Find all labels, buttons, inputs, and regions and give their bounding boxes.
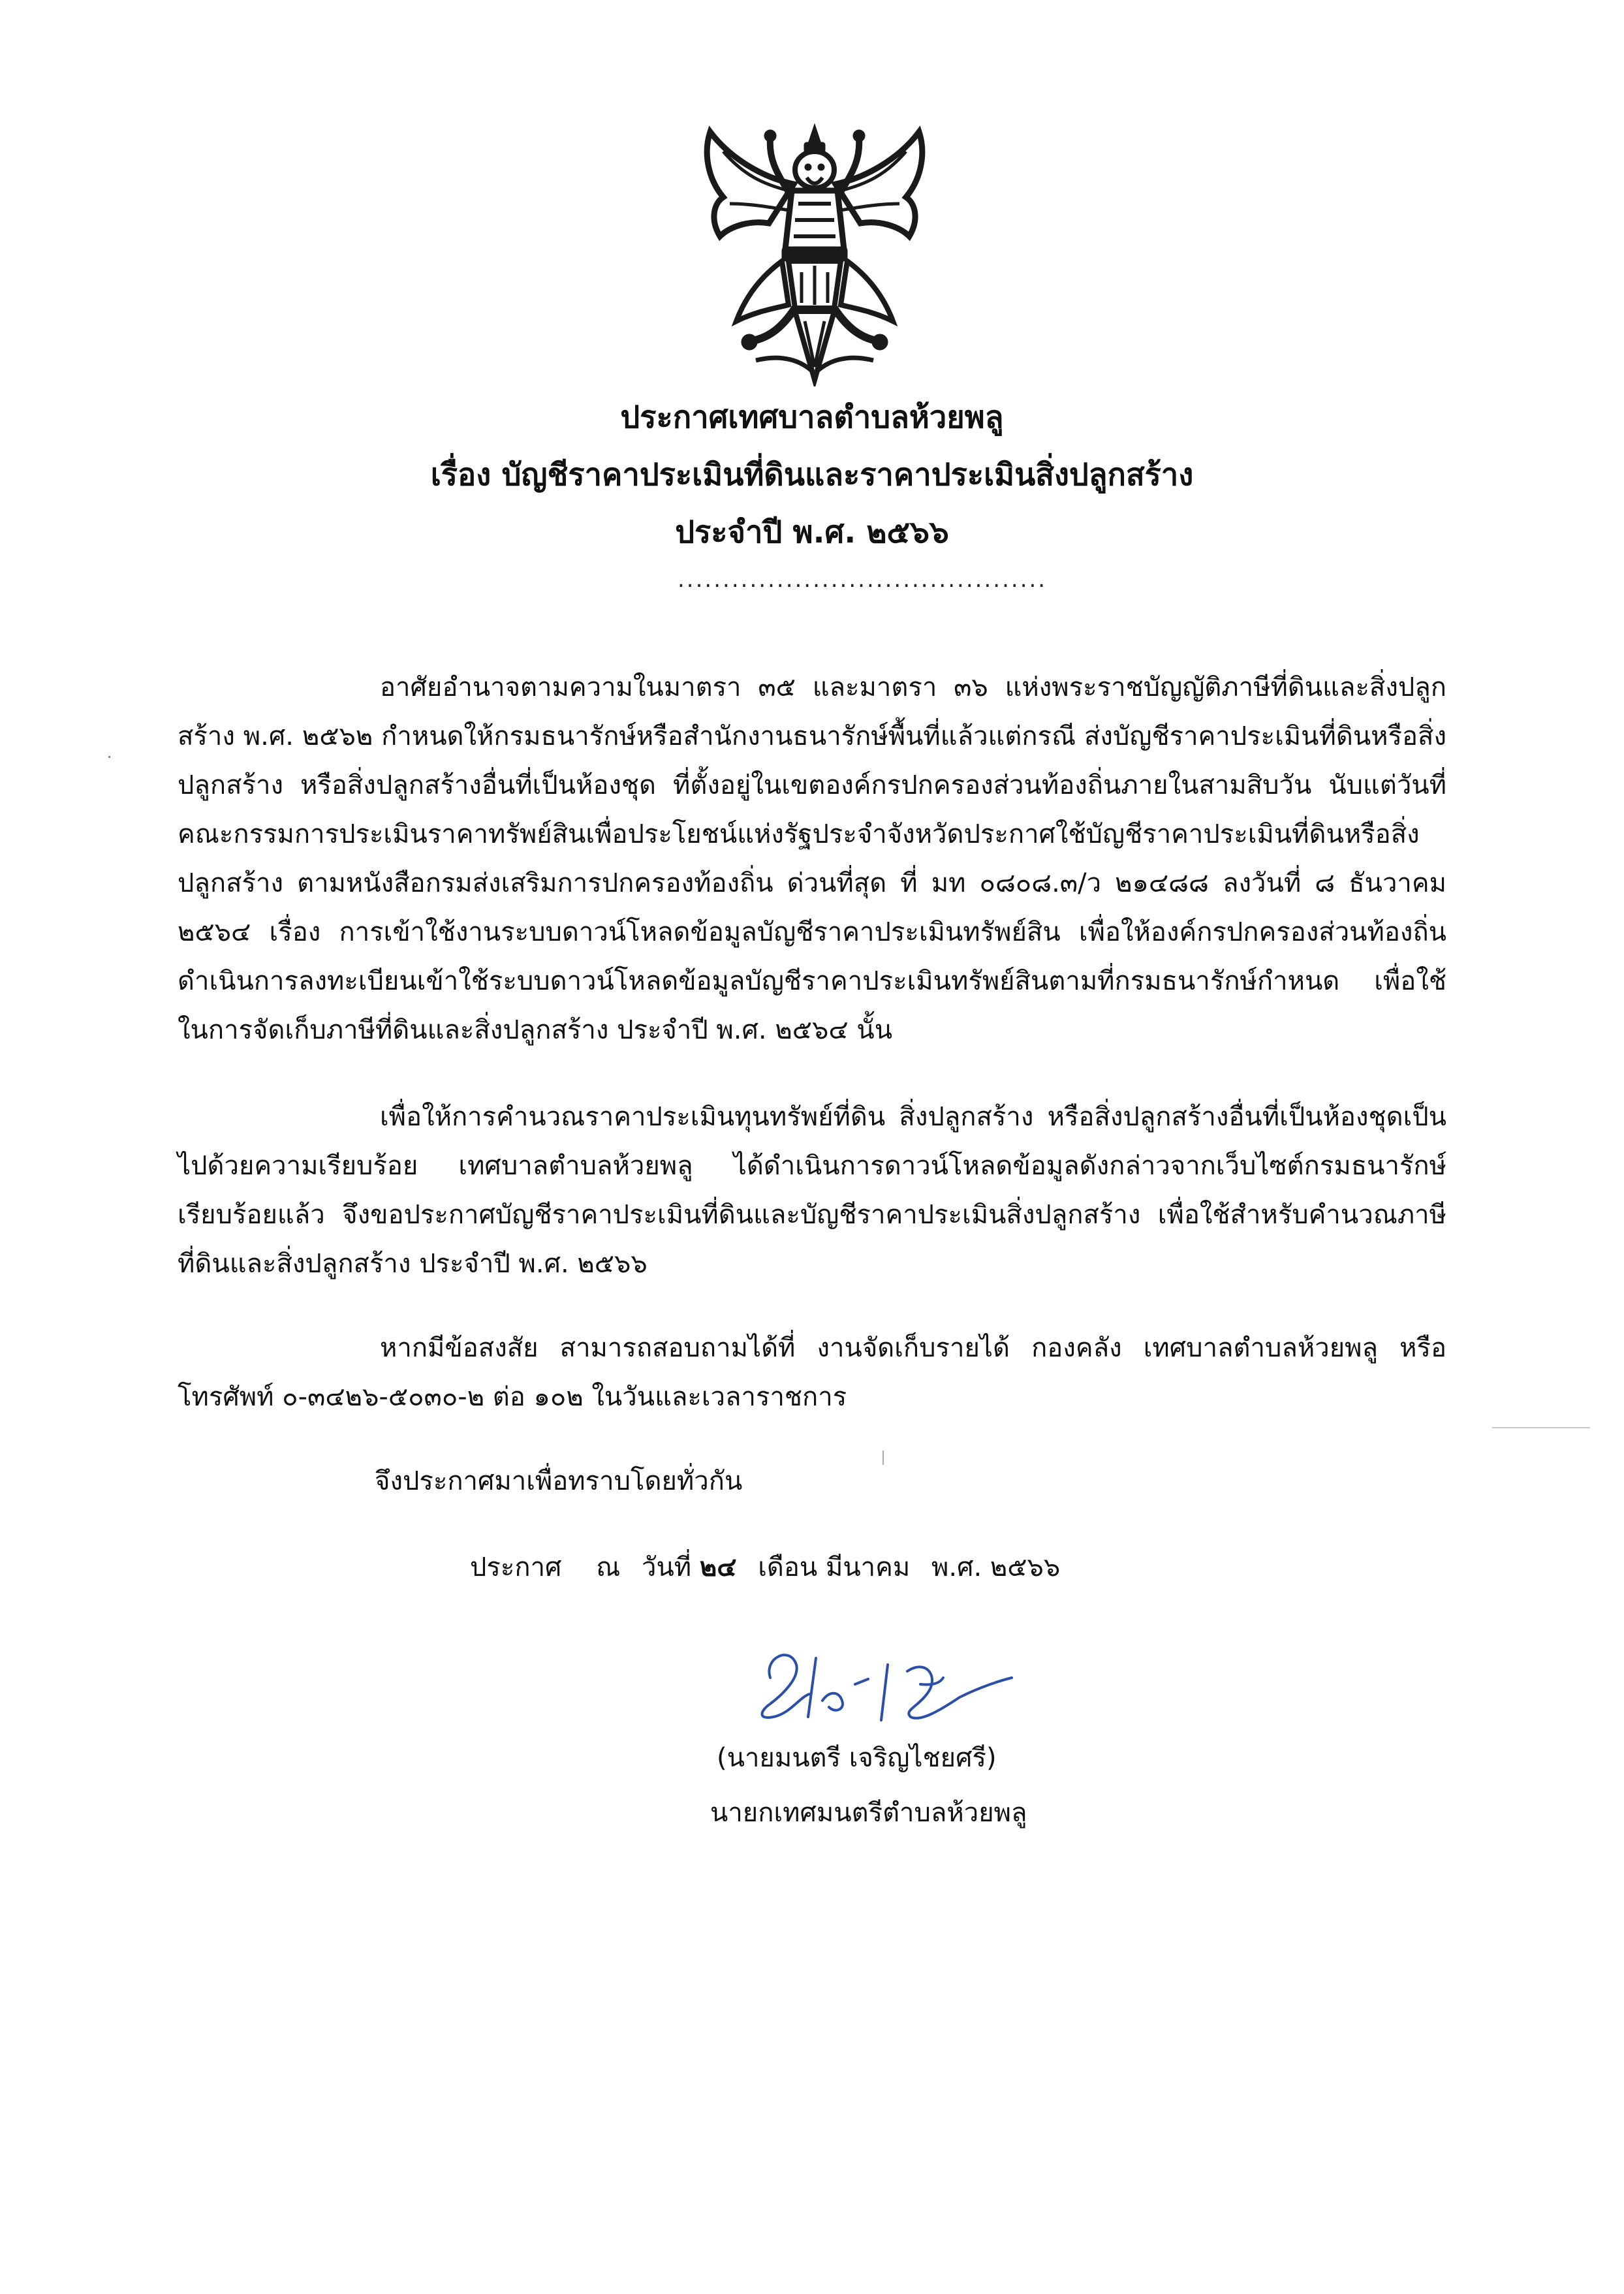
announcement-fiscal-year: ประจำปี พ.ศ. ๒๕๖๖ (675, 514, 949, 550)
announce-at: ณ (596, 1552, 621, 1582)
month-value: มีนาคม (825, 1552, 911, 1582)
paragraph-text: หากมีข้อสงสัย สามารถสอบถามได้ที่ งานจัดเก็บรายได้ กองคลัง เทศบาลตำบลห้วยพลู หรือ โทรศัพท์ ๐-๓๔๒๖-๕๐๓๐-๒ ต่อ ๑๐๒ ในวันและเวลาราชการ (178, 1333, 1446, 1412)
heading-divider: ......................................... (678, 567, 1048, 593)
paragraph-text: อาศัยอำนาจตามความในมาตรา ๓๕ และมาตรา ๓๖ แห่งพระราชบัญญัติภาษีที่ดินและสิ่งปลูกสร้าง พ.ศ. ๒๕๖๒ กำหนดให้กรมธนารักษ์หรือสำนักงานธนารักษ์พื้นที่แล้วแต่กรณี ส่งบัญชีราคาประเมินที่ดินหรือสิ่งปลูกสร้าง หรือสิ่งปลูกสร้างอื่นที่เป็นห้องชุด ที่ตั้งอยู่ในเขตองค์กรปกครองส่วนท้องถิ่นภายในสามสิบวัน นับแต่วันที่คณะกรรมการประเมินราคาทรัพย์สินเพื่อประโยชน์แห่งรัฐประจำจังหวัดประกาศใช้บัญชีราคาประเมินที่ดินหรือสิ่งปลูกสร้าง ตามหนังสือกรมส่งเสริมการปกครองท้องถิ่น ด่วนที่สุด ที่ มท ๐๘๐๘.๓/ว ๒๑๔๘๘ ลงวันที่ ๘ ธันวาคม ๒๕๖๔ เรื่อง การเข้าใช้งานระบบดาวน์โหลดข้อมูลบัญชีราคาประเมินทรัพย์สิน เพื่อให้องค์กรปกครองส่วนท้องถิ่นดำเนินการลงทะเบียนเข้าใช้ระบบดาวน์โหลดข้อมูลบัญชีราคาประเมินทรัพย์สินตามที่กรมธนารักษ์กำหนด เพื่อใช้ในการจัดเก็บภาษีที่ดินและสิ่งปลูกสร้าง ประจำปี พ.ศ. ๒๕๖๔ นั้น (178, 672, 1446, 1045)
handwritten-signature-icon (744, 1632, 1031, 1743)
day-label: วันที่ (641, 1552, 692, 1582)
announce-prefix: ประกาศ (470, 1552, 562, 1582)
scan-speck (108, 756, 110, 758)
signatory-name: (นายมนตรี เจริญไชยศรี) (717, 1743, 997, 1773)
day-value: ๒๔ (699, 1552, 737, 1582)
body-paragraph-1 (178, 663, 1446, 1055)
body-paragraph-2 (178, 1093, 1446, 1289)
paragraph-text: เพื่อให้การคำนวณราคาประเมินทุนทรัพย์ที่ดิน สิ่งปลูกสร้าง หรือสิ่งปลูกสร้างอื่นที่เป็นห้องชุดเป็นไปด้วยความเรียบร้อย เทศบาลตำบลห้วยพลู ได้ดำเนินการดาวน์โหลดข้อมูลดังกล่าวจากเว็บไซต์กรมธนารักษ์เรียบร้อยแล้ว จึงขอประกาศบัญชีราคาประเมินที่ดินและบัญชีราคาประเมินสิ่งปลูกสร้าง เพื่อใช้สำหรับคำนวณภาษีที่ดินและสิ่งปลูกสร้าง ประจำปี พ.ศ. ๒๕๖๖ (178, 1102, 1446, 1279)
scan-line (1492, 1427, 1590, 1428)
signatory-position: นายกเทศมนตรีตำบลห้วยพลู (710, 1798, 1027, 1828)
body-paragraph-3 (178, 1324, 1446, 1422)
announcement-date-line (470, 1546, 1060, 1588)
announcement-subject: เรื่อง บัญชีราคาประเมินที่ดินและราคาประเมินสิ่งปลูกสร้าง (430, 457, 1194, 493)
scan-speck (882, 1451, 884, 1465)
garuda-emblem-icon (684, 112, 945, 386)
year-value: ๒๕๖๖ (990, 1552, 1061, 1582)
year-label: พ.ศ. (931, 1552, 982, 1582)
closing-statement: จึงประกาศมาเพื่อทราบโดยทั่วกัน (375, 1466, 743, 1496)
month-label: เดือน (758, 1552, 818, 1582)
announcement-title: ประกาศเทศบาลตำบลห้วยพลู (620, 400, 1004, 435)
